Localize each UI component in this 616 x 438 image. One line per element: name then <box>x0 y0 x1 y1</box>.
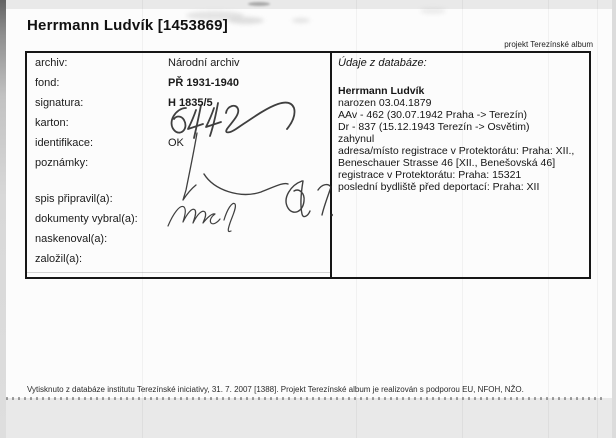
db-line-transport-2: Dr - 837 (15.12.1943 Terezín -> Osvětim) <box>338 121 530 133</box>
field-label: spis připravil(a): <box>35 193 113 205</box>
scan-smudge <box>420 8 446 14</box>
scan-right-edge <box>612 0 616 438</box>
scan-streak <box>597 0 598 438</box>
field-label: naskenoval(a): <box>35 233 108 245</box>
field-value: OK <box>168 137 184 149</box>
record-card-table <box>25 51 591 279</box>
database-panel <box>330 53 591 277</box>
scan-smudge <box>228 17 264 24</box>
field-label: fond: <box>35 77 60 89</box>
db-line-transport-1: AAv - 462 (30.07.1942 Praha -> Terezín) <box>338 109 528 121</box>
scan-smudge <box>292 18 310 23</box>
field-label: signatura: <box>35 97 84 109</box>
footer-print-info: Vytisknuto z databáze institutu Terezínské iniciativy, 31. 7. 2007 [1388]. Projekt Terezínské album je realizován s podporou EU, NFOH, NŽO. <box>27 385 524 394</box>
field-value: Národní archiv <box>168 57 240 69</box>
field-label: dokumenty vybral(a): <box>35 213 138 225</box>
person-name: Herrmann Ludvík <box>338 85 425 97</box>
paper-edge-speckle <box>6 397 604 400</box>
scan-double-border-artifact <box>27 272 330 273</box>
db-line-fate: zahynul <box>338 133 375 145</box>
field-label: založil(a): <box>35 253 83 265</box>
project-label: projekt Terezínské album <box>504 40 593 49</box>
field-label: poznámky: <box>35 157 89 169</box>
field-label: identifikace: <box>35 137 94 149</box>
db-line-address: adresa/místo registrace v Protektorátu: Praha: XII., Beneschauer Strasse 46 [XII., Benešovská 46] <box>338 145 575 169</box>
db-line-born: narozen 03.04.1879 <box>338 97 432 109</box>
db-line-registration: registrace v Protektorátu: Praha: 15321 <box>338 169 522 181</box>
scan-smudge <box>248 2 270 6</box>
scan-left-edge-shadow <box>0 0 6 438</box>
db-line-last-residence: poslední bydliště před deportací: Praha: XII <box>338 181 540 193</box>
page-title: Herrmann Ludvík [1453869] <box>27 17 228 34</box>
field-label: karton: <box>35 117 69 129</box>
database-panel-heading: Údaje z databáze: <box>338 57 427 69</box>
field-value: H 1835/5 <box>168 97 213 109</box>
field-label: archiv: <box>35 57 68 69</box>
field-value: PŘ 1931-1940 <box>168 77 239 89</box>
